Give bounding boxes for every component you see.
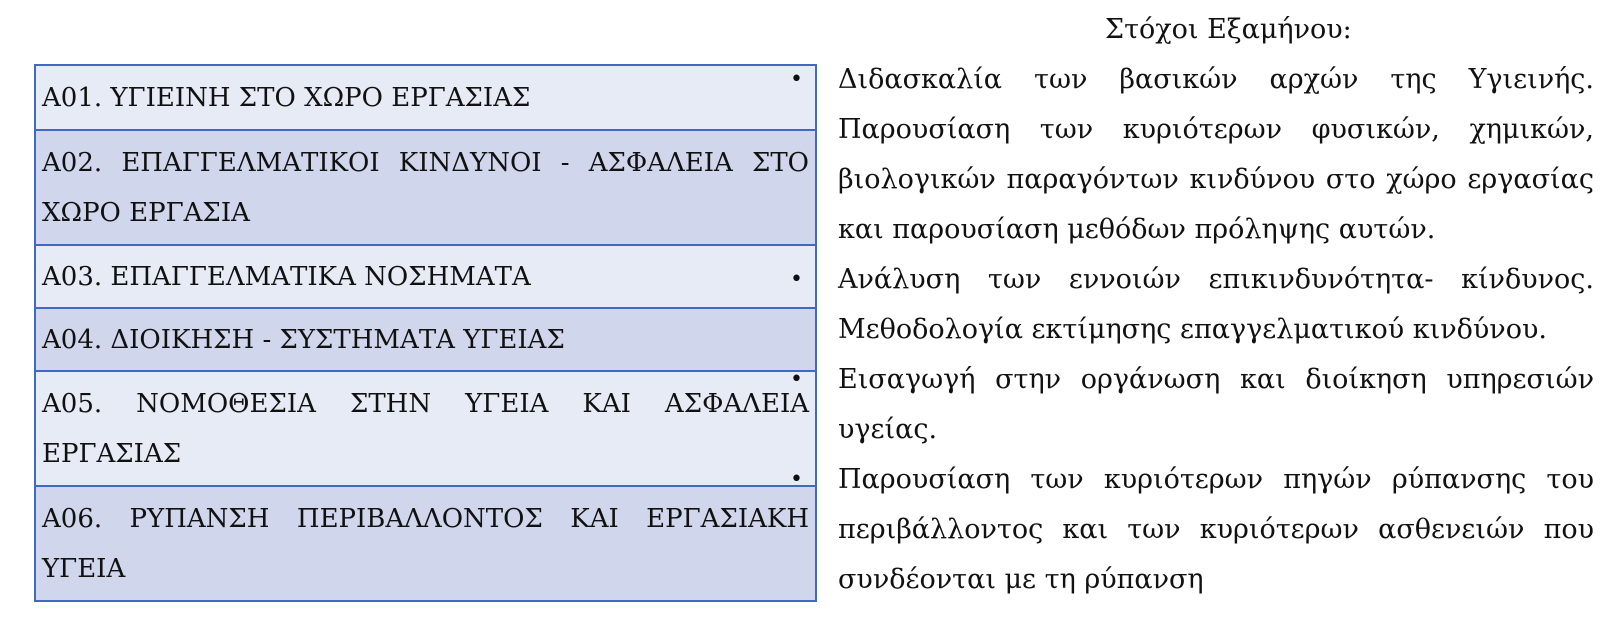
bullet-icon: •	[790, 467, 803, 492]
course-label: Α04. ΔΙΟΙΚΗΣΗ - ΣΥΣΤΗΜΑΤΑ ΥΓΕΙΑΣ	[42, 324, 565, 355]
goal-text: Εισαγωγή στην οργάνωση και διοίκηση υπηρεσιών υγείας.	[838, 364, 1594, 445]
bullet-icon: •	[790, 367, 803, 392]
goals-list	[790, 55, 1594, 605]
course-table	[34, 64, 817, 602]
course-label: Α05. ΝΟΜΟΘΕΣΙΑ ΣΤΗΝ ΥΓΕΙΑ ΚΑΙ ΑΣΦΑΛΕΙΑ ΕΡΓΑΣΙΑΣ	[42, 388, 809, 469]
course-row-a03	[36, 244, 815, 307]
goal-text: Παρουσίαση των κυριότερων πηγών ρύπανσης του περιβάλλοντος και των κυριότερων ασθενειών που συνδέονται με τη ρύπανση	[838, 464, 1594, 595]
goal-item	[790, 455, 1594, 605]
goal-text: Διδασκαλία των βασικών αρχών της Υγιεινής. Παρουσίαση των κυριότερων φυσικών, χημικών, βιολογικών παραγόντων κινδύνου στο χώρο εργασίας και παρουσίαση μεθόδων πρόληψης αυτών.	[838, 64, 1594, 245]
course-label: Α01. ΥΓΙΕΙΝΗ ΣΤΟ ΧΩΡΟ ΕΡΓΑΣΙΑΣ	[42, 82, 531, 113]
goal-item	[790, 355, 1594, 455]
bullet-icon: •	[790, 267, 803, 292]
course-label: Α02. ΕΠΑΓΓΕΛΜΑΤΙΚΟΙ ΚΙΝΔΥΝΟΙ - ΑΣΦΑΛΕΙΑ ΣΤΟ ΧΩΡΟ ΕΡΓΑΣΙΑ	[42, 147, 809, 228]
course-row-a04	[36, 307, 815, 370]
course-row-a01	[36, 66, 815, 129]
course-label: Α06. ΡΥΠΑΝΣΗ ΠΕΡΙΒΑΛΛΟΝΤΟΣ ΚΑΙ ΕΡΓΑΣΙΑΚΗ ΥΓΕΙΑ	[42, 503, 809, 584]
course-row-a02	[36, 129, 815, 244]
course-label: Α03. ΕΠΑΓΓΕΛΜΑΤΙΚΑ ΝΟΣΗΜΑΤΑ	[42, 261, 531, 292]
goal-item	[790, 55, 1594, 255]
goals-title: Στόχοι Εξαμήνου:	[1105, 14, 1352, 45]
bullet-icon: •	[790, 67, 803, 92]
goal-item	[790, 255, 1594, 355]
goal-text: Ανάλυση των εννοιών επικινδυνότητα- κίνδυνος. Μεθοδολογία εκτίμησης επαγγελματικού κινδύνου.	[838, 264, 1594, 345]
course-row-a06	[36, 485, 815, 600]
course-row-a05	[36, 370, 815, 485]
